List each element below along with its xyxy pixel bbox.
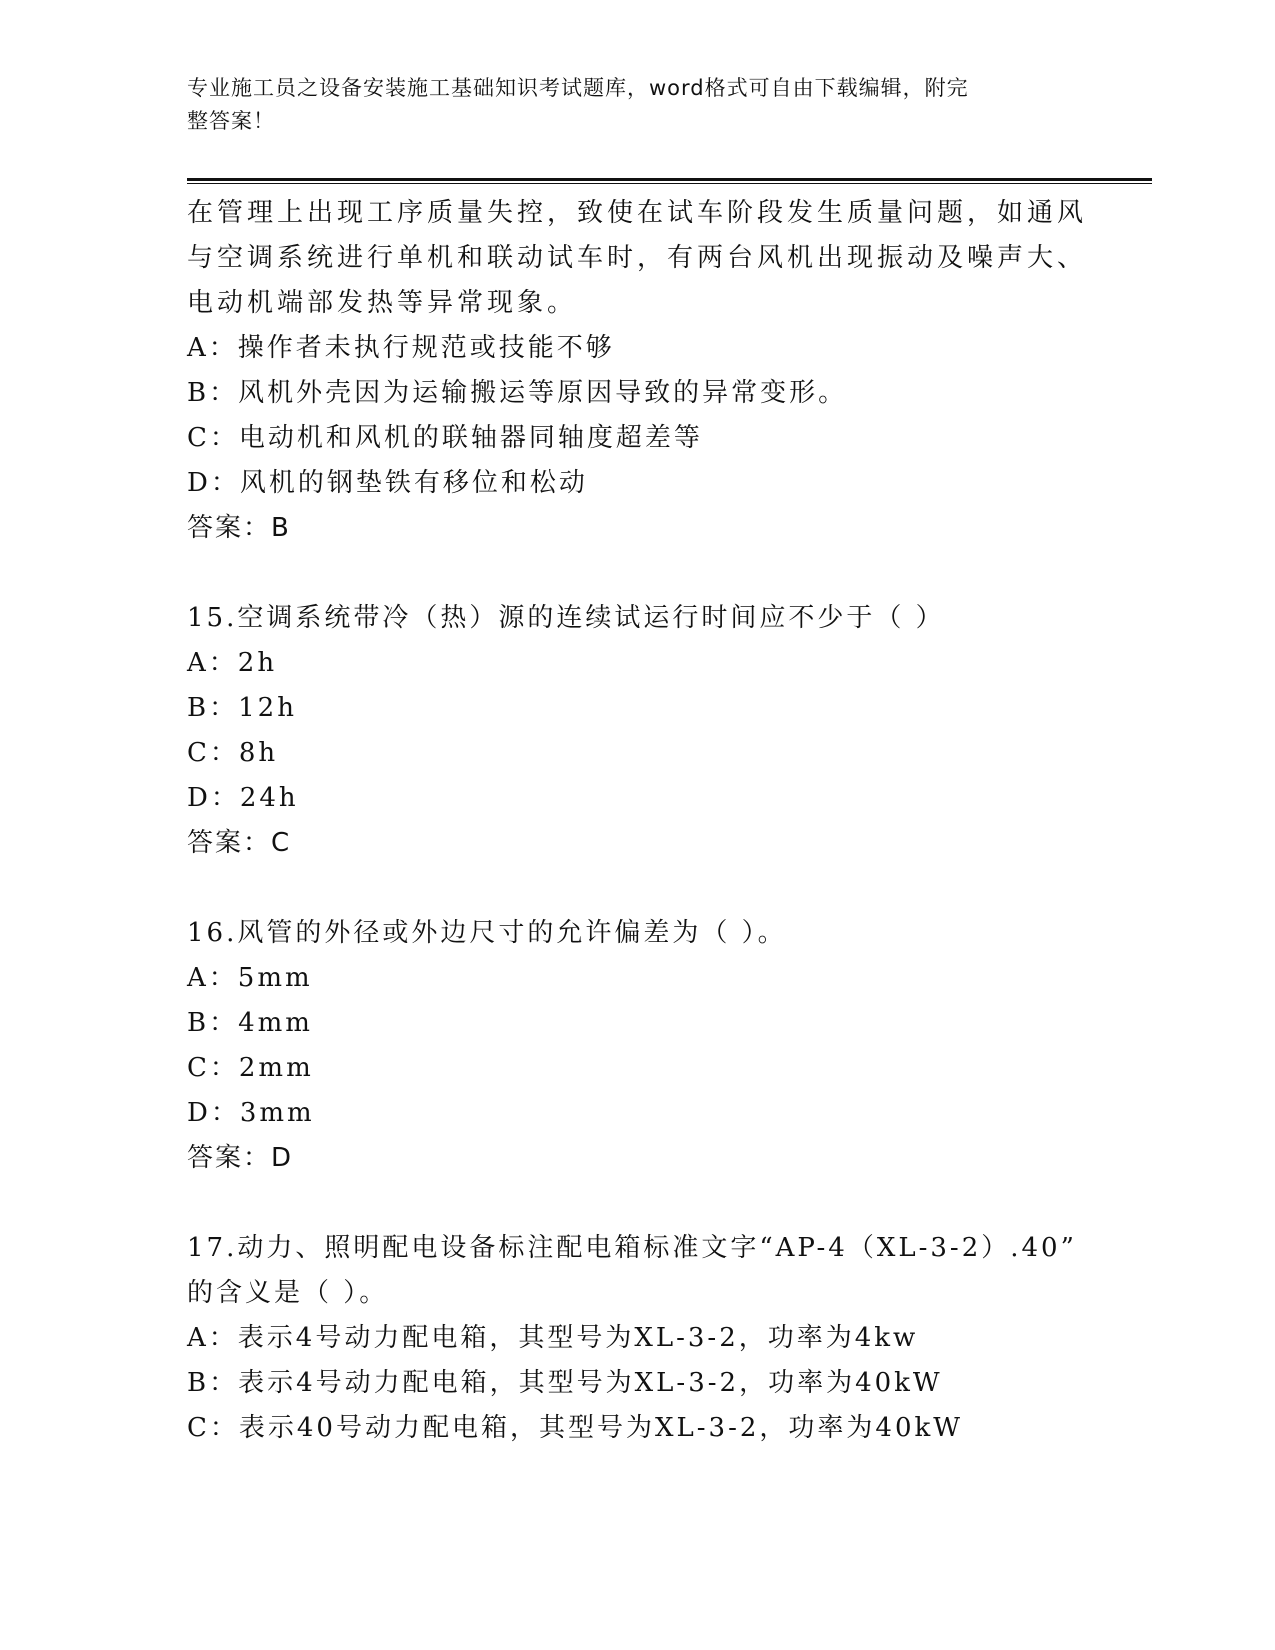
document-header [187,72,1067,138]
answer-label: 答案：D [187,1143,294,1173]
question-text-line: 与空调系统进行单机和联动试车时，有两台风机出现振动及噪声大、 [187,243,1088,273]
question-14-text [187,191,1087,326]
option-b: B：12h [187,693,297,723]
question-15 [187,596,1087,866]
answer-label: 答案：B [187,513,291,543]
header-divider-thin [187,183,1152,184]
spacer [187,866,1087,911]
option-c: C：表示40号动力配电箱，其型号为XL-3-2，功率为40kW [187,1413,963,1443]
question-17-title [187,1226,1087,1316]
header-divider-thick [187,178,1152,181]
answer-label: 答案：C [187,828,292,858]
question-14 [187,191,1087,551]
header-line-1: 专业施工员之设备安装施工基础知识考试题库，word格式可自由下载编辑，附完 [187,76,969,100]
question-text-line: 在管理上出现工序质量失控，致使在试车阶段发生质量问题，如通风 [187,198,1088,228]
question-16 [187,911,1087,1181]
question-title-line: 的含义是（ ）。 [187,1278,389,1308]
option-a: A：表示4号动力配电箱，其型号为XL-3-2，功率为4kw [187,1323,919,1353]
question-text-line: 电动机端部发热等异常现象。 [187,288,578,318]
question-15-title: 15.空调系统带冷（热）源的连续试运行时间应不少于（ ） [187,603,945,633]
spacer [187,551,1087,596]
question-17 [187,1226,1087,1451]
option-d: D：3mm [187,1098,315,1128]
option-a: A：5mm [187,963,313,993]
question-title-line: 17.动力、照明配电设备标注配电箱标准文字“AP-4（XL-3-2）.40” [187,1233,1077,1263]
option-d: D：风机的钢垫铁有移位和松动 [187,468,588,498]
option-c: C：8h [187,738,279,768]
header-line-2: 整答案！ [187,109,275,133]
spacer [187,1181,1087,1226]
option-a: A：2h [187,648,278,678]
option-a: A：操作者未执行规范或技能不够 [187,333,615,363]
option-b: B：表示4号动力配电箱，其型号为XL-3-2，功率为40kW [187,1368,943,1398]
option-c: C：电动机和风机的联轴器同轴度超差等 [187,423,703,453]
option-b: B：4mm [187,1008,313,1038]
option-d: D：24h [187,783,299,813]
option-b: B：风机外壳因为运输搬运等原因导致的异常变形。 [187,378,848,408]
question-content [187,191,1087,1451]
question-16-title: 16.风管的外径或外边尺寸的允许偏差为（ ）。 [187,918,787,948]
option-c: C：2mm [187,1053,314,1083]
